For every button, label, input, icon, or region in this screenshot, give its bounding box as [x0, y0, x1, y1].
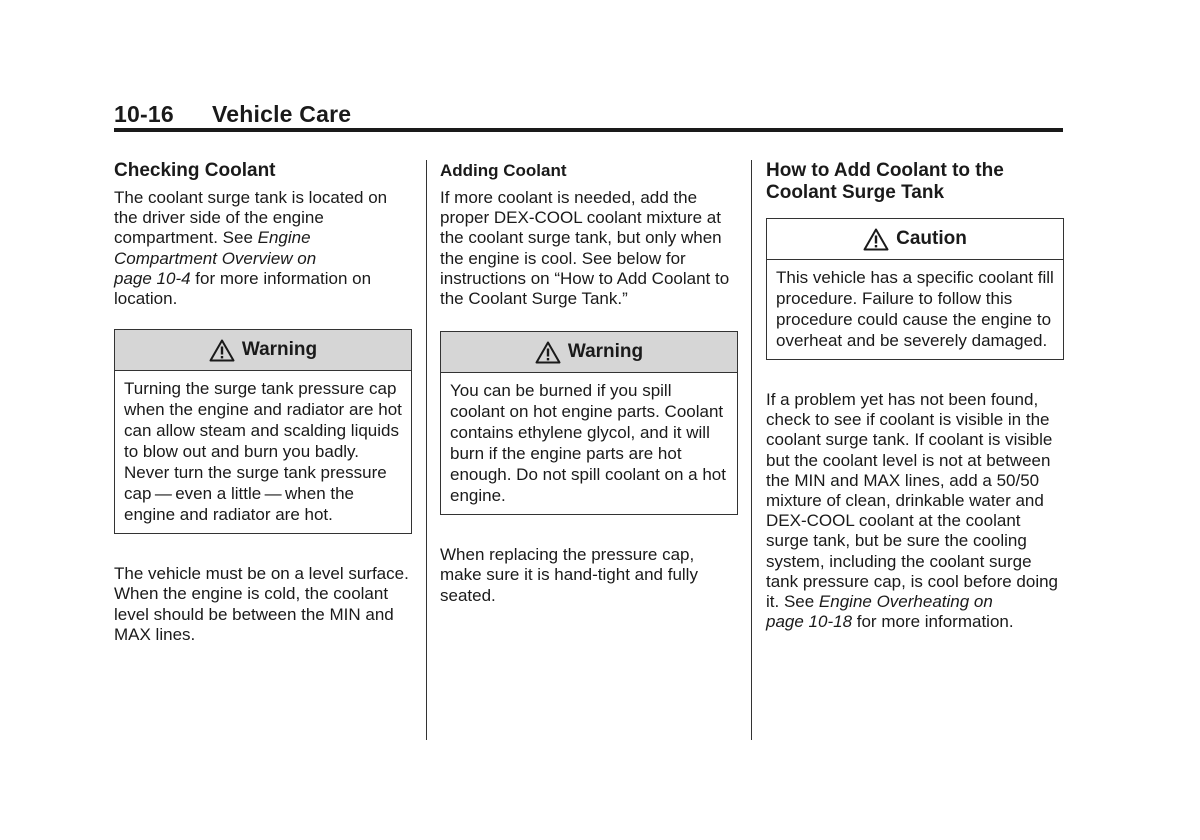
coolant-level-paragraph: The vehicle must be on a level surface. When the engine is cold, the coolant level should be between the MIN and MAX lines. — [114, 564, 409, 644]
warning-box — [114, 329, 412, 534]
warning-header — [115, 330, 411, 371]
pressure-cap-paragraph: When replacing the pressure cap, make sure it is hand-tight and fully seated. — [440, 545, 698, 605]
section-title: Vehicle Care — [212, 101, 352, 127]
column-divider — [751, 160, 752, 740]
warning-triangle-icon — [209, 339, 235, 362]
caution-header — [767, 219, 1063, 260]
checking-coolant-intro: The coolant surge tank is located on the driver side of the engine compartment. See Engine Compartment Overview on page 10-4 for more information on location. — [114, 188, 388, 309]
warning-header — [441, 332, 737, 373]
adding-coolant-intro: If more coolant is needed, add the proper DEX-COOL coolant mixture at the coolant surge tank, but only when the engine is cool. See below for instructions on “How to Add Coolant to the Coolant Surge Tank.” — [440, 188, 730, 309]
warning-title: Warning — [241, 339, 318, 361]
checking-coolant-heading: Checking Coolant — [114, 160, 276, 181]
column-how-to-add-coolant — [766, 160, 1064, 632]
caution-box — [766, 218, 1064, 360]
how-to-add-heading: How to Add Coolant to the Coolant Surge Tank — [766, 160, 1004, 203]
warning-triangle-icon — [863, 228, 889, 251]
caution-title: Caution — [896, 228, 967, 249]
adding-coolant-heading: Adding Coolant — [440, 161, 567, 180]
page-header — [114, 101, 1062, 131]
caution-text: This vehicle has a specific coolant fill procedure. Failure to follow this procedure could cause the engine to overheat and be severely damaged. — [776, 268, 1054, 350]
header-rule — [114, 128, 1063, 132]
warning-box — [440, 331, 738, 515]
cross-reference-link[interactable]: Engine Overheating on page 10-18 — [766, 592, 993, 632]
warning-text: You can be burned if you spill coolant on hot engine parts. Coolant contains ethylene glycol, and it will burn if the engine parts are hot enough. Do not spill coolant on a hot engine. — [450, 381, 726, 506]
column-adding-coolant — [440, 160, 738, 606]
warning-text: Turning the surge tank pressure cap when the engine and radiator are hot can allow steam and scalding liquids to blow out and burn you badly. Never turn the surge tank pressure cap — even a little — when the engine and radiator are hot. — [124, 379, 402, 525]
warning-title: Warning — [567, 341, 644, 363]
page-number: 10-16 — [114, 101, 174, 127]
column-checking-coolant — [114, 160, 412, 645]
add-coolant-paragraph: If a problem yet has not been found, check to see if coolant is visible in the coolant surge tank. If coolant is visible but the coolant level is not at between the MIN and MAX lines, add a 50/50 mixture of clean, drinkable water and DEX-COOL coolant at the coolant surge tank, but be sure the cooling system, including the coolant surge tank pressure cap, is cool before doing it. See Engine Overheating on page 10-18 for more information. — [766, 390, 1059, 632]
cross-reference-link[interactable]: Engine Compartment Overview on page 10-4 — [114, 228, 317, 288]
warning-triangle-icon — [535, 341, 561, 364]
column-divider — [426, 160, 427, 740]
